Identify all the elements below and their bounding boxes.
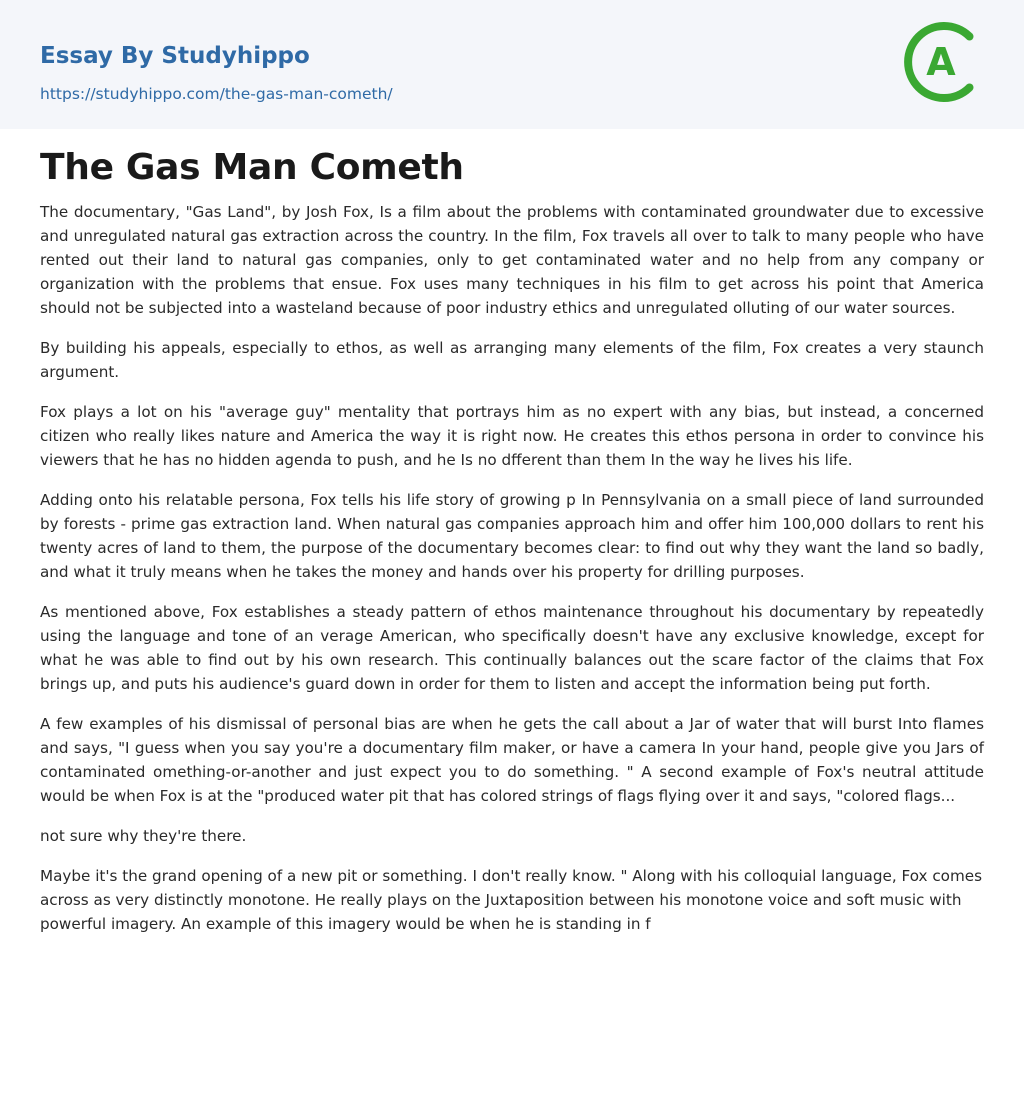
site-header xyxy=(0,0,1024,129)
paragraph-6: A few examples of his dismissal of personal bias are when he gets the call about a Jar of water that will burst Into flames and says, "I guess when you say you're a documentary film maker, or have a camera In your hand, people give you Jars of contaminated omething-or-another and just expect you to do something. " A second example of Fox's neutral attitude would be when Fox is at the "produced water pit that has colored strings of flags flying over it and says, "colored flags... xyxy=(40,715,984,805)
essay-url-link[interactable]: https://studyhippo.com/the-gas-man-cometh/ xyxy=(40,85,393,103)
paragraph-2: By building his appeals, especially to ethos, as well as arranging many elements of the film, Fox creates a very staunch argument. xyxy=(40,339,984,381)
paragraph-5: As mentioned above, Fox establishes a steady pattern of ethos maintenance throughout his documentary by repeatedly using the language and tone of an verage American, who specifically doesn't have any exclusive knowledge, except for what he was able to find out by his own research. This continually balances out the scare factor of the claims that Fox brings up, and puts his audience's guard down in order for them to listen and accept the information being put forth. xyxy=(40,603,984,693)
paragraph-4: Adding onto his relatable persona, Fox tells his life story of growing p In Pennsylvania on a small piece of land surrounded by forests - prime gas extraction land. When natural gas companies approach him and offer him 100,000 dollars to rent his twenty acres of land to them, the purpose of the documentary becomes clear: to find out why they want the land so badly, and what it truly means when he takes the money and hands over his property for drilling purposes. xyxy=(40,491,984,581)
paragraph-7: not sure why they're there. xyxy=(40,827,247,845)
paragraph-1: The documentary, "Gas Land", by Josh Fox, Is a film about the problems with contaminated groundwater due to excessive and unregulated natural gas extraction across the country. In the film, Fox travels all over to talk to many people who have rented out their land to natural gas companies, only to get contaminated water and no help from any company or organization with the problems that ensue. Fox uses many techniques in his film to get across his point that America should not be subjected into a wasteland because of poor industry ethics and unregulated olluting of our water sources. xyxy=(40,203,984,317)
page-title: The Gas Man Cometh xyxy=(40,147,464,188)
studyhippo-logo-icon[interactable] xyxy=(898,19,984,105)
logo-letter: A xyxy=(926,40,956,84)
paragraph-3: Fox plays a lot on his "average guy" mentality that portrays him as no expert with any bias, but instead, a concerned citizen who really likes nature and America the way it is right now. He creates this ethos persona in order to convince his viewers that he has no hidden agenda to push, and he Is no dfferent than them In the way he lives his life. xyxy=(40,403,984,469)
article-body xyxy=(0,129,1024,936)
brand-title[interactable]: Essay By Studyhippo xyxy=(40,43,310,69)
paragraph-8: Maybe it's the grand opening of a new pit or something. I don't really know. " Along with his colloquial language, Fox comes across as very distinctly monotone. He really plays on the Juxtaposition between his monotone voice and soft music with powerful imagery. An example of this imagery would be when he is standing in f xyxy=(40,867,983,933)
